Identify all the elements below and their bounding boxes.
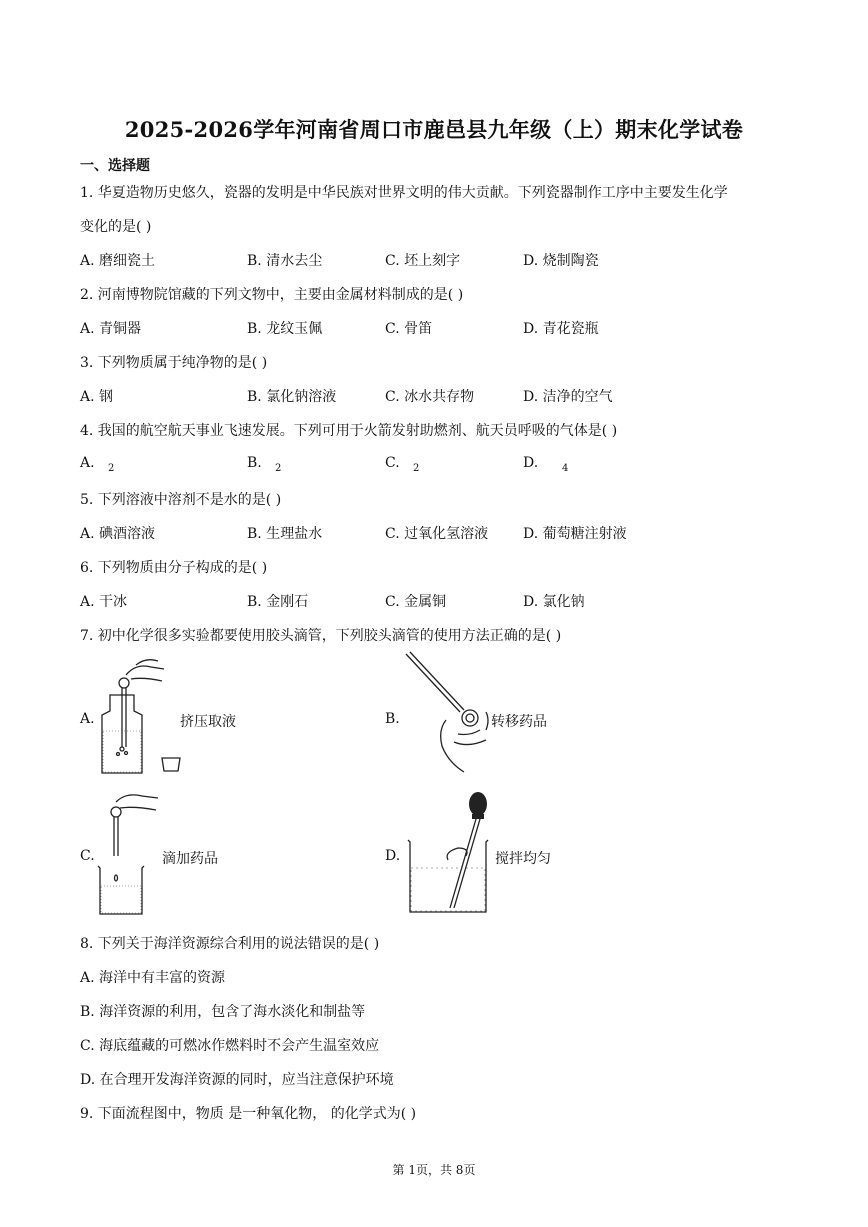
question-2: 2. 河南博物院馆藏的下列文物中，主要由金属材料制成的是( ) (80, 287, 464, 303)
q4-option-c: C. (385, 455, 400, 471)
question-5: 5. 下列溶液中溶剂不是水的是( ) (80, 492, 282, 508)
q3-option-b: B. 氯化钠溶液 (247, 389, 337, 405)
q8-option-d: D. 在合理开发海洋资源的同时，应当注意保护环境 (80, 1072, 394, 1088)
question-1-line2: 变化的是( ) (80, 219, 152, 235)
q7-option-b-caption: 转移药品 (491, 714, 547, 730)
page-footer: 第 1页，共 8页 (392, 1163, 476, 1177)
q2-option-a: A. 青铜器 (80, 321, 142, 337)
q4-option-b-subscript: 2 (275, 463, 282, 474)
q8-option-a: A. 海洋中有丰富的资源 (80, 970, 226, 986)
q5-option-c: C. 过氧化氢溶液 (385, 526, 489, 542)
dropper-squeeze-figure (96, 655, 186, 775)
q8-option-c: C. 海底蕴藏的可燃冰作燃料时不会产生温室效应 (80, 1038, 380, 1054)
question-3: 3. 下列物质属于纯净物的是( ) (80, 355, 268, 371)
q3-option-a: A. 钢 (80, 389, 114, 405)
q7-option-d-letter: D. (385, 848, 401, 864)
q6-option-a: A. 干冰 (80, 594, 128, 610)
q3-option-d: D. 洁净的空气 (523, 389, 613, 405)
q7-option-c-letter: C. (80, 848, 95, 864)
q4-option-b: B. (247, 455, 262, 471)
q6-option-c: C. 金属铜 (385, 594, 447, 610)
q6-option-b: B. 金刚石 (247, 594, 309, 610)
dropper-stir-figure (404, 790, 496, 920)
question-6: 6. 下列物质由分子构成的是( ) (80, 560, 268, 576)
section-heading: 一、选择题 (80, 158, 150, 174)
q2-option-d: D. 青花瓷瓶 (523, 321, 599, 337)
question-9: 9. 下面流程图中，物质 是一种氧化物， 的化学式为( ) (80, 1106, 417, 1122)
q1-option-d: D. 烧制陶瓷 (523, 253, 599, 269)
q6-option-d: D. 氯化钠 (523, 594, 585, 610)
q4-option-c-subscript: 2 (413, 463, 420, 474)
question-7: 7. 初中化学很多实验都要使用胶头滴管，下列胶头滴管的使用方法正确的是( ) (80, 628, 562, 644)
q1-option-a: A. 磨细瓷土 (80, 253, 156, 269)
exam-title: 2025-2026学年河南省周口市鹿邑县九年级（上）期末化学试卷 (124, 117, 744, 142)
q7-option-c-caption: 滴加药品 (162, 851, 218, 867)
q5-option-b: B. 生理盐水 (247, 526, 323, 542)
question-1-line1: 1. 华夏造物历史悠久，瓷器的发明是中华民族对世界文明的伟大贡献。下列瓷器制作工序中主要发生化学 (80, 185, 728, 201)
question-4: 4. 我国的航空航天事业飞速发展。下列可用于火箭发射助燃剂、航天员呼吸的气体是( ) (80, 423, 618, 439)
q1-option-b: B. 清水去尘 (247, 253, 323, 269)
q4-option-d-subscript: 4 (562, 463, 569, 474)
q4-option-d: D. (523, 455, 539, 471)
q7-option-a-caption: 挤压取液 (180, 714, 236, 730)
q8-option-b: B. 海洋资源的利用，包含了海水淡化和制盐等 (80, 1004, 366, 1020)
dropper-add-figure (96, 790, 166, 920)
q4-option-a-subscript: 2 (108, 463, 115, 474)
q2-option-c: C. 骨笛 (385, 321, 433, 337)
q5-option-a: A. 碘酒溶液 (80, 526, 156, 542)
question-8: 8. 下列关于海洋资源综合利用的说法错误的是( ) (80, 936, 380, 952)
q2-option-b: B. 龙纹玉佩 (247, 321, 323, 337)
q1-option-c: C. 坯上刻字 (385, 253, 461, 269)
q7-option-a-letter: A. (80, 711, 95, 727)
q4-option-a: A. (80, 455, 95, 471)
q3-option-c: C. 冰水共存物 (385, 389, 475, 405)
q7-option-b-letter: B. (385, 711, 400, 727)
dropper-transfer-figure (400, 650, 492, 785)
q7-option-d-caption: 搅拌均匀 (495, 851, 551, 867)
q5-option-d: D. 葡萄糖注射液 (523, 526, 627, 542)
